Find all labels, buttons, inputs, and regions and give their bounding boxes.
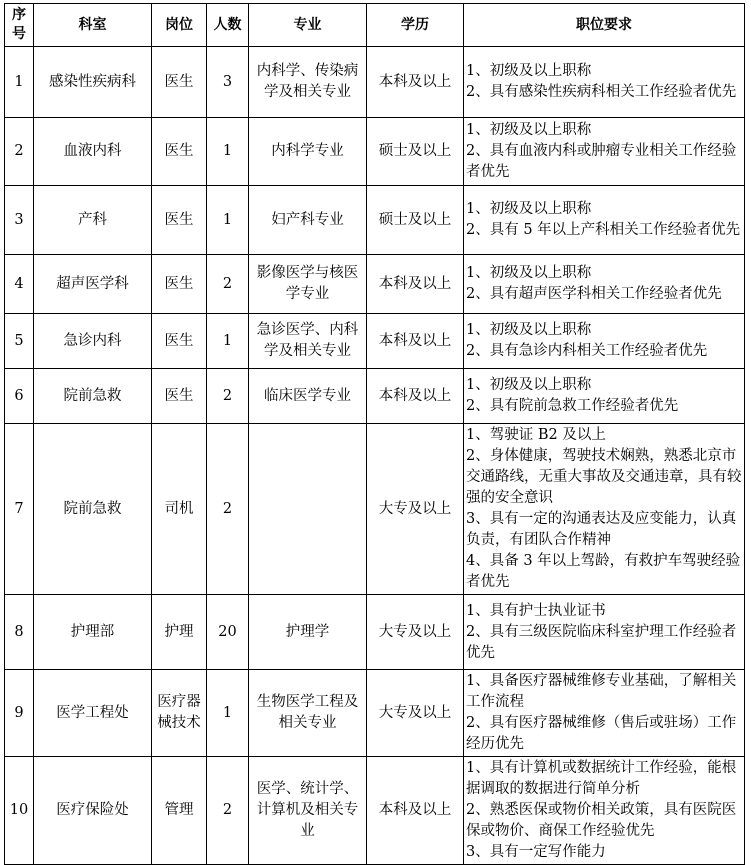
table-row: [5, 369, 745, 424]
cell-dept: 血液内科: [34, 118, 152, 186]
cell-major: [249, 424, 367, 595]
cell-major: 生物医学工程及相关专业: [249, 670, 367, 757]
cell-count: 1: [207, 186, 249, 255]
cell-no: 2: [5, 118, 34, 186]
cell-no: 7: [5, 424, 34, 595]
cell-count: 1: [207, 670, 249, 757]
cell-major: 医学、统计学、计算机及相关专业: [249, 757, 367, 865]
cell-dept: 护理部: [34, 595, 152, 670]
cell-req: 1、初级及以上职称 2、具有血液内科或肿瘤专业相关工作经验者优先: [464, 118, 745, 186]
cell-major: 影像医学与核医学专业: [249, 255, 367, 314]
cell-no: 8: [5, 595, 34, 670]
cell-count: 2: [207, 424, 249, 595]
cell-dept: 急诊内科: [34, 314, 152, 369]
cell-dept: 医疗保险处: [34, 757, 152, 865]
cell-count: 20: [207, 595, 249, 670]
cell-edu: 本科及以上: [367, 757, 464, 865]
table-row: [5, 314, 745, 369]
cell-major: 临床医学专业: [249, 369, 367, 424]
cell-req: 1、具有护士执业证书 2、具有三级医院临床科室护理工作经验者优先: [464, 595, 745, 670]
cell-major: 内科学专业: [249, 118, 367, 186]
cell-edu: 本科及以上: [367, 255, 464, 314]
header-no: 序号: [5, 4, 34, 47]
cell-post: 护理: [152, 595, 207, 670]
cell-edu: 大专及以上: [367, 424, 464, 595]
cell-edu: 大专及以上: [367, 670, 464, 757]
cell-major: 内科学、传染病学及相关专业: [249, 47, 367, 118]
cell-count: 2: [207, 369, 249, 424]
cell-post: 医生: [152, 314, 207, 369]
cell-post: 医生: [152, 255, 207, 314]
cell-dept: 医学工程处: [34, 670, 152, 757]
cell-count: 3: [207, 47, 249, 118]
header-row: [5, 4, 745, 47]
header-edu: 学历: [367, 4, 464, 47]
cell-dept: 产科: [34, 186, 152, 255]
cell-edu: 硕士及以上: [367, 186, 464, 255]
table-row: [5, 595, 745, 670]
recruitment-table: [4, 3, 745, 865]
cell-dept: 院前急救: [34, 424, 152, 595]
cell-dept: 超声医学科: [34, 255, 152, 314]
cell-req: 1、初级及以上职称 2、具有急诊内科相关工作经验者优先: [464, 314, 745, 369]
cell-major: 护理学: [249, 595, 367, 670]
cell-req: 1、初级及以上职称 2、具有超声医学科相关工作经验者优先: [464, 255, 745, 314]
cell-post: 管理: [152, 757, 207, 865]
cell-major: 妇产科专业: [249, 186, 367, 255]
cell-post: 医生: [152, 186, 207, 255]
cell-post: 司机: [152, 424, 207, 595]
cell-req: 1、初级及以上职称 2、具有 5 年以上产科相关工作经验者优先: [464, 186, 745, 255]
cell-no: 1: [5, 47, 34, 118]
cell-count: 2: [207, 255, 249, 314]
cell-dept: 院前急救: [34, 369, 152, 424]
table-row: [5, 186, 745, 255]
header-count: 人数: [207, 4, 249, 47]
cell-edu: 本科及以上: [367, 314, 464, 369]
cell-count: 1: [207, 314, 249, 369]
table-row: [5, 118, 745, 186]
cell-req: 1、初级及以上职称 2、具有院前急救工作经验者优先: [464, 369, 745, 424]
cell-count: 2: [207, 757, 249, 865]
table-row: [5, 424, 745, 595]
cell-req: 1、驾驶证 B2 及以上 2、身体健康，驾驶技术娴熟，熟悉北京市交通路线，无重大事故及交通违章，具有较强的安全意识 3、具有一定的沟通表达及应变能力，认真负责，有团队合作精神 4、具备 3 年以上驾龄，有救护车驾驶经验者优先: [464, 424, 745, 595]
cell-no: 6: [5, 369, 34, 424]
cell-req: 1、具有计算机或数据统计工作经验，能根据调取的数据进行简单分析 2、熟悉医保或物价相关政策，具有医院医保或物价、商保工作经验优先 3、具有一定写作能力: [464, 757, 745, 865]
header-dept: 科室: [34, 4, 152, 47]
cell-count: 1: [207, 118, 249, 186]
header-major: 专业: [249, 4, 367, 47]
table-row: [5, 670, 745, 757]
cell-req: 1、初级及以上职称 2、具有感染性疾病科相关工作经验者优先: [464, 47, 745, 118]
cell-post: 医生: [152, 47, 207, 118]
cell-edu: 硕士及以上: [367, 118, 464, 186]
cell-edu: 大专及以上: [367, 595, 464, 670]
cell-post: 医生: [152, 369, 207, 424]
table-row: [5, 255, 745, 314]
cell-no: 10: [5, 757, 34, 865]
header-req: 职位要求: [464, 4, 745, 47]
cell-post: 医生: [152, 118, 207, 186]
cell-no: 4: [5, 255, 34, 314]
cell-post: 医疗器械技术: [152, 670, 207, 757]
cell-dept: 感染性疾病科: [34, 47, 152, 118]
table-row: [5, 47, 745, 118]
cell-req: 1、具备医疗器械维修专业基础，了解相关工作流程 2、具有医疗器械维修（售后或驻场）工作经历优先: [464, 670, 745, 757]
cell-no: 9: [5, 670, 34, 757]
cell-no: 3: [5, 186, 34, 255]
cell-no: 5: [5, 314, 34, 369]
table-row: [5, 757, 745, 865]
cell-edu: 本科及以上: [367, 47, 464, 118]
cell-major: 急诊医学、内科学及相关专业: [249, 314, 367, 369]
header-post: 岗位: [152, 4, 207, 47]
cell-edu: 本科及以上: [367, 369, 464, 424]
